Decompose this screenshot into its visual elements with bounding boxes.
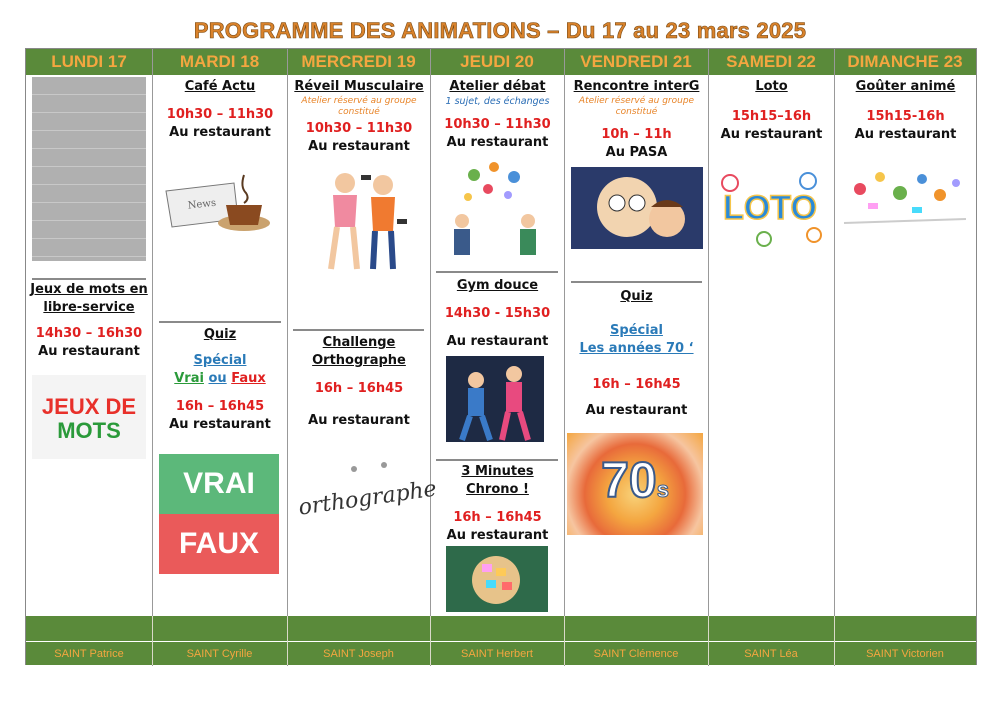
activity-name: Café Actu xyxy=(184,79,256,94)
activity-time: 10h – 11h xyxy=(601,127,672,142)
separator xyxy=(32,278,146,280)
footer-divider xyxy=(152,616,153,665)
activity-time: 15h15–16h xyxy=(731,109,812,124)
activity-time: 16h – 16h45 xyxy=(175,399,265,414)
day-header-lundi: LUNDI 17 xyxy=(51,52,127,71)
annees-70-image xyxy=(567,433,703,535)
image-text: MOTS xyxy=(57,418,121,443)
page-title: PROGRAMME DES ANIMATIONS – Du 17 au 23 mars 2025 xyxy=(193,18,807,43)
activity-name: Jeux de mots en libre-service xyxy=(30,282,148,315)
cafe-news-image xyxy=(164,171,276,239)
saint-samedi: SAINT Léa xyxy=(744,648,798,660)
saint-mercredi: SAINT Joseph xyxy=(323,648,394,660)
quiz-theme: Les années 70 ‘ xyxy=(579,341,694,356)
activity-gouter-anime xyxy=(835,78,976,144)
activity-reveil-musculaire xyxy=(288,78,430,156)
activity-time: 16h – 16h45 xyxy=(453,510,542,525)
activity-gym-douce xyxy=(431,277,564,351)
brain-notes-image xyxy=(446,546,548,612)
footer-divider xyxy=(834,616,835,665)
separator xyxy=(436,459,558,461)
activity-place: Au restaurant xyxy=(38,344,140,359)
activity-challenge-orthographe xyxy=(288,334,430,430)
day-header-jeudi: JEUDI 20 xyxy=(460,52,534,71)
activity-time: 10h30 – 11h30 xyxy=(444,117,551,132)
faux-label: FAUX xyxy=(159,514,279,574)
activity-time: 16h – 16h45 xyxy=(592,377,681,392)
schedule-grid xyxy=(25,48,977,665)
intergenerational-image xyxy=(571,167,703,249)
footer-divider xyxy=(564,616,565,665)
activity-cafe-actu xyxy=(153,78,287,142)
activity-time: 10h30 – 11h30 xyxy=(305,121,413,136)
activity-note: Atelier réservé au groupe constitué xyxy=(578,96,695,117)
quiz-special: Spécial xyxy=(193,353,247,368)
separator xyxy=(159,321,281,323)
activity-jeux-de-mots xyxy=(30,281,148,361)
saint-vendredi: SAINT Clémence xyxy=(593,648,679,660)
activity-quiz-annees-70 xyxy=(565,288,708,420)
activity-place: Au restaurant xyxy=(854,127,957,142)
activity-place: Au PASA xyxy=(605,145,668,160)
saint-lundi: SAINT Patrice xyxy=(54,648,124,660)
quiz-theme xyxy=(153,370,287,388)
faux-text: Faux xyxy=(231,371,266,386)
activity-time: 15h15-16h xyxy=(866,109,945,124)
activity-name: 3 Minutes Chrono ! xyxy=(461,464,534,497)
activity-place: Au restaurant xyxy=(308,139,410,154)
activity-time: 10h30 – 11h30 xyxy=(166,107,274,122)
day-header-dimanche: DIMANCHE 23 xyxy=(847,52,963,71)
activity-time: 14h30 – 16h30 xyxy=(35,326,143,341)
svg-text:News: News xyxy=(187,197,217,212)
activity-quiz-vrai-faux xyxy=(153,326,287,434)
gym-douce-image xyxy=(446,356,544,442)
image-text: 70 xyxy=(601,452,657,508)
activity-name: Quiz xyxy=(620,289,653,304)
activity-place: Au restaurant xyxy=(720,127,823,142)
activity-rencontre-interg xyxy=(565,78,708,162)
jeux-de-mots-image xyxy=(32,375,146,459)
activity-place: Au restaurant xyxy=(446,528,549,543)
saint-mardi: SAINT Cyrille xyxy=(186,648,253,660)
day-header-mardi: MARDI 18 xyxy=(179,52,260,71)
orthographe-image xyxy=(294,449,439,539)
activity-name: Atelier débat xyxy=(449,79,546,94)
activity-name: Rencontre interG xyxy=(573,79,700,94)
saint-dimanche: SAINT Victorien xyxy=(866,648,944,660)
vrai-text: Vrai xyxy=(174,371,204,386)
gouter-image xyxy=(840,159,970,229)
activity-place: Au restaurant xyxy=(169,417,271,432)
separator xyxy=(436,271,558,273)
activity-place: Au restaurant xyxy=(169,125,271,140)
activity-loto xyxy=(709,78,834,144)
activity-name: Quiz xyxy=(203,327,237,342)
activity-name: Goûter animé xyxy=(855,79,956,94)
activity-3-minutes-chrono xyxy=(431,463,564,545)
activity-name: Réveil Musculaire xyxy=(294,79,424,94)
image-text: s xyxy=(656,477,669,502)
activity-name: Challenge Orthographe xyxy=(312,335,406,368)
debate-image xyxy=(444,155,548,257)
empty-morning-block xyxy=(32,77,146,261)
svg-text:orthographe: orthographe xyxy=(297,476,439,521)
activity-time: 16h – 16h45 xyxy=(314,381,404,396)
activity-place: Au restaurant xyxy=(446,334,549,349)
activity-place: Au restaurant xyxy=(585,403,688,418)
loto-image xyxy=(714,169,826,249)
vrai-label: VRAI xyxy=(159,454,279,514)
ou-text: ou xyxy=(208,371,227,386)
activity-atelier-debat xyxy=(431,78,564,152)
saint-jeudi: SAINT Herbert xyxy=(461,648,533,660)
vrai-faux-image xyxy=(159,454,279,574)
day-header-samedi: SAMEDI 22 xyxy=(726,52,816,71)
seniors-exercise-image xyxy=(311,169,411,274)
activity-name: Loto xyxy=(755,79,788,94)
activity-time: 14h30 - 15h30 xyxy=(444,306,551,321)
activity-name: Gym douce xyxy=(456,278,539,293)
activity-place: Au restaurant xyxy=(308,413,410,428)
activity-note: Atelier réservé au groupe constitué xyxy=(301,96,417,117)
footer-divider xyxy=(430,616,431,665)
day-header-vendredi: VENDREDI 21 xyxy=(580,52,692,71)
footer-divider xyxy=(708,616,709,665)
footer-divider xyxy=(287,616,288,665)
quiz-special: Spécial xyxy=(610,323,663,338)
day-header-mercredi: MERCREDI 19 xyxy=(301,52,416,71)
separator xyxy=(571,281,702,283)
image-text: LOTO xyxy=(723,189,817,227)
activity-place: Au restaurant xyxy=(446,135,549,150)
separator xyxy=(293,329,424,331)
image-text: JEUX DE xyxy=(41,394,137,419)
activity-note: 1 sujet, des échanges xyxy=(445,96,550,107)
